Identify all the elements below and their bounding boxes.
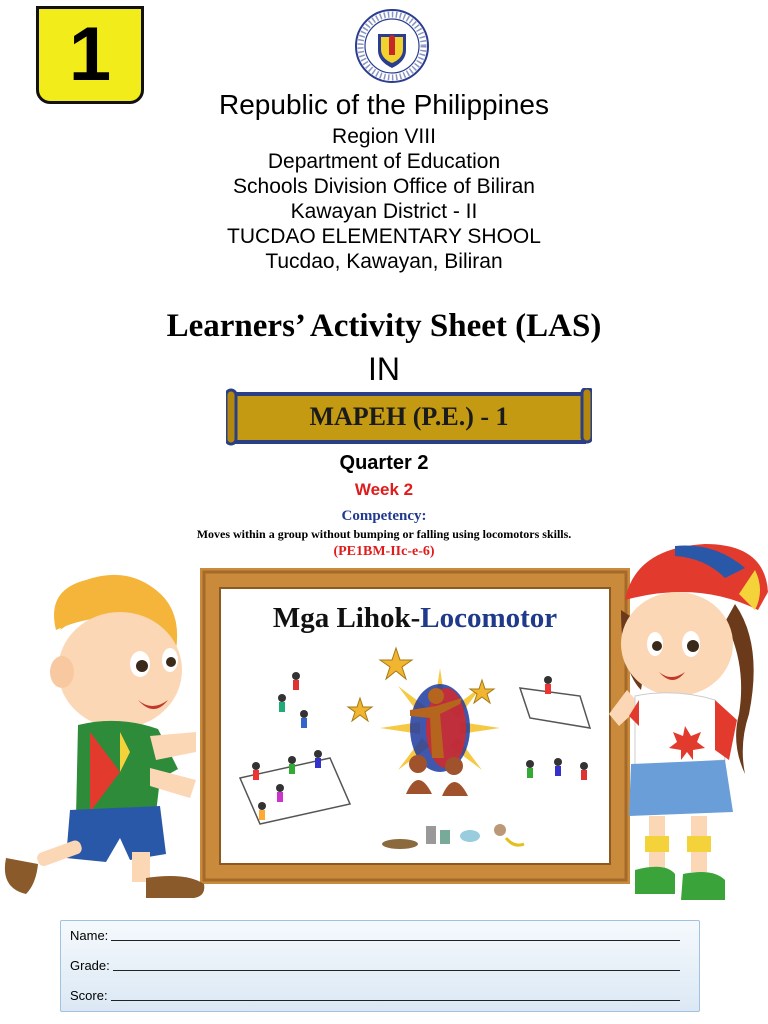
grade-label: Grade: (70, 958, 110, 973)
quarter-label: Quarter 2 (339, 452, 429, 474)
frame-title (220, 600, 610, 636)
region-line: Region VIII (332, 125, 436, 148)
subject-title: MAPEH (P.E.) - 1 (309, 402, 509, 431)
boy-illustration (0, 560, 215, 905)
girl-illustration (605, 540, 768, 910)
week-label: Week 2 (354, 480, 414, 499)
score-label: Score: (70, 988, 108, 1003)
grade-row (70, 954, 690, 974)
district-line: Kawayan District - II (290, 200, 478, 223)
school-line: TUCDAO ELEMENTARY SHOOL (227, 225, 541, 248)
competency-label: Competency: (341, 508, 427, 524)
frame-title-part2: Locomotor (420, 602, 558, 634)
frame-title-part1: Mga Lihok- (272, 602, 421, 634)
las-title: Learners’ Activity Sheet (LAS) (166, 308, 602, 344)
deped-seal-logo (354, 8, 430, 84)
name-field[interactable] (111, 940, 680, 941)
competency-text: Moves within a group without bumping or falling using locomotors skills. (196, 527, 572, 541)
name-row (70, 924, 690, 944)
in-label: IN (368, 351, 400, 387)
address-line: Tucdao, Kawayan, Biliran (265, 250, 503, 273)
score-field[interactable] (111, 1000, 680, 1001)
grade-field[interactable] (113, 970, 680, 971)
score-row (70, 984, 690, 1004)
republic-heading: Republic of the Philippines (219, 89, 549, 120)
grade-number: 1 (68, 12, 112, 97)
department-line: Department of Education (267, 150, 501, 173)
division-line: Schools Division Office of Biliran (233, 175, 535, 198)
name-label: Name: (70, 928, 109, 943)
competency-code: (PE1BM-IIc-e-6) (333, 544, 435, 559)
